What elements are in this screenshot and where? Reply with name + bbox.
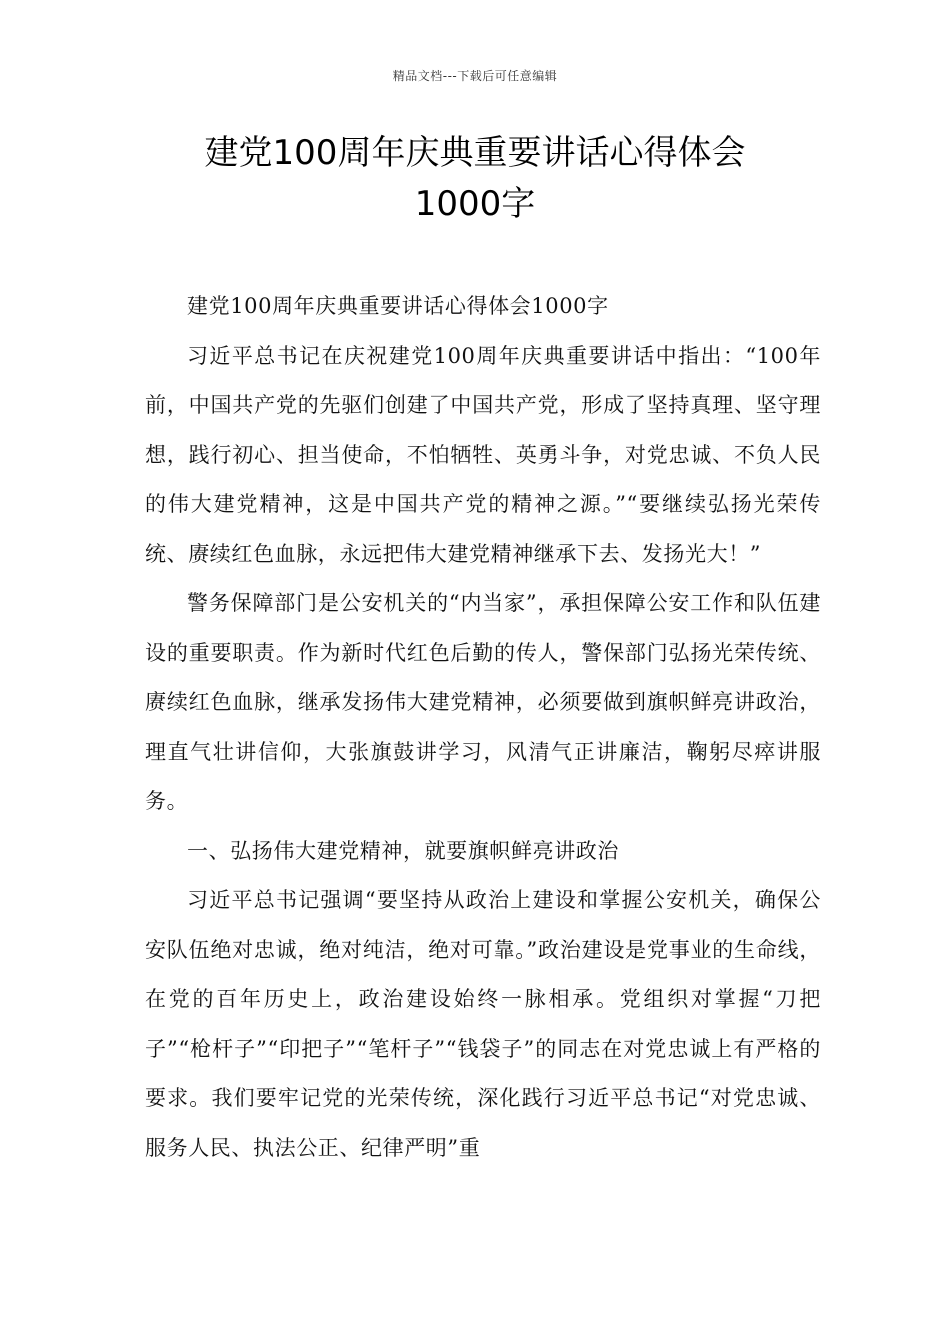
paragraph: 警务保障部门是公安机关的“内当家”，承担保障公安工作和队伍建设的重要职责。作为新时代红色后勤的传人，警保部门弘扬光荣传统、赓续红色血脉，继承发扬伟大建党精神，必须要做到旗帜鲜亮讲政治，理直气壮讲信仰，大张旗鼓讲学习，风清气正讲廉洁，鞠躬尽瘁讲服务。 bbox=[145, 591, 821, 813]
header-note: 精品文档---下载后可任意编辑 bbox=[392, 69, 558, 83]
title-line-1: 建党100周年庆典重要讲话心得体会 bbox=[204, 133, 746, 173]
title-line-2: 1000字 bbox=[414, 184, 536, 224]
section-heading: 一、弘扬伟大建党精神，就要旗帜鲜亮讲政治 bbox=[187, 838, 619, 863]
paragraph: 习近平总书记在庆祝建党100周年庆典重要讲话中指出：“100年前，中国共产党的先驱们创建了中国共产党，形成了坚持真理、坚守理想，践行初心、担当使命，不怕牺牲、英勇斗争，对党忠诚、不负人民的伟大建党精神，这是中国共产党的精神之源。”“要继续弘扬光荣传统、赓续红色血脉，永远把伟大建党精神继承下去、发扬光大！” bbox=[145, 343, 821, 566]
paragraph-subtitle: 建党100周年庆典重要讲话心得体会1000字 bbox=[187, 294, 609, 318]
paragraph: 习近平总书记强调“要坚持从政治上建设和掌握公安机关，确保公安队伍绝对忠诚，绝对纯洁，绝对可靠。”政治建设是党事业的生命线，在党的百年历史上，政治建设始终一脉相承。党组织对掌握“刀把子”“枪杆子”“印把子”“笔杆子”“钱袋子”的同志在对党忠诚上有严格的要求。我们要牢记党的光荣传统，深化践行习近平总书记“对党忠诚、服务人民、执法公正、纪律严明”重 bbox=[145, 888, 821, 1160]
document-body bbox=[145, 282, 821, 1173]
document-title bbox=[120, 128, 830, 230]
